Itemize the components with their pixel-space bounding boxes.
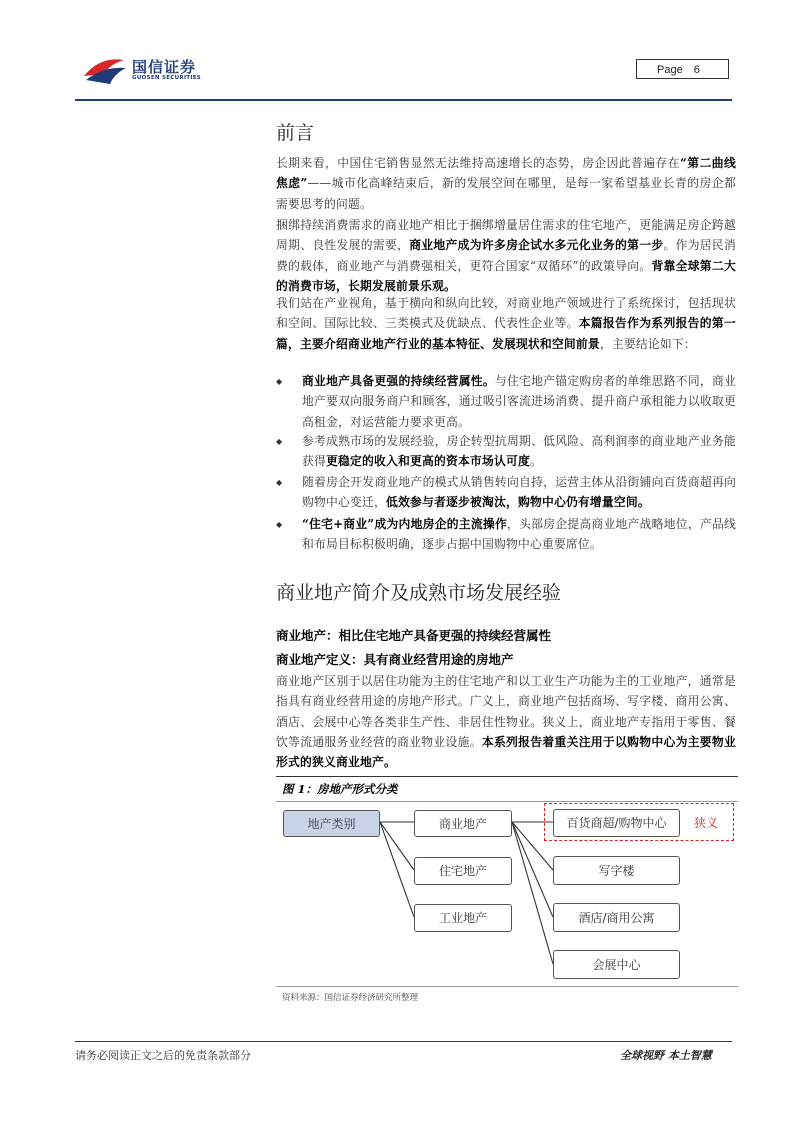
p1-text-c: ——城市化高峰结束后，新的发展空间在哪里，是每一家希望基业长青的房企都需要思考的问题。: [276, 176, 736, 211]
p1-text-a: 长期来看，中国住宅销售显然无法维持高速增长的态势，房企因此普遍存在: [276, 156, 681, 170]
b1-text: 与住宅地产锚定购房者的单维思路不同，商业地产要双向服务商户和顾客，通过吸引客流进场消费、提升商户承租能力以收取更高租金，对运营能力要求更高。: [302, 374, 736, 429]
bullet-icon: ◆: [276, 377, 283, 386]
figure-top-rule: [276, 776, 738, 777]
node-residential: 住宅地产: [414, 857, 512, 885]
b3-bold: 低效参与者逐步被淘汰，购物中心仍有增量空间。: [385, 495, 650, 510]
section-paragraph: [276, 671, 736, 772]
b2-text-c: 。: [529, 454, 542, 469]
p2-text-a: 捆绑持续消费需求的商业地产相比于捆绑增量居住需求的住宅地产，更能满足房企跨越周期、良性发展的需要，: [276, 218, 736, 253]
footer-divider: [75, 1041, 732, 1042]
p3-text-a: 我们站在产业视角，基于横向和纵向比较，对商业地产领域进行了系统探讨，包括现状和空间、国际比较、三类模式及优缺点、代表性企业等。: [276, 296, 736, 331]
bullet-2: [302, 431, 736, 472]
footer-disclaimer: 请务必阅读正文之后的免责条款部分: [75, 1049, 251, 1062]
p2-text-c: 。作为居民消费的载体，商业地产与消费强相关，更符合国家“双循环”的政策导向。: [276, 238, 737, 273]
subsubsection-title: 商业地产定义：具有商业经营用途的房地产: [276, 652, 514, 667]
b3-text-a: 随着房企开发商业地产的模式从销售转向自持，运营主体从沿街铺向百货商超再向购物中心变迁，: [302, 475, 736, 510]
figure-bottom-rule: [276, 986, 738, 987]
node-hotel: 酒店/商用公寓: [553, 903, 680, 932]
node-mall: 百货商超/购物中心: [553, 809, 680, 837]
node-office: 写字楼: [553, 856, 680, 885]
p2-text-bold: 商业地产成为许多房企试水多元化业务的第一步: [409, 238, 664, 253]
bullet-icon: ◆: [276, 520, 283, 529]
page-label: Page: [657, 64, 683, 76]
node-industrial: 工业地产: [414, 904, 512, 932]
section-text: 商业地产区别于以居住功能为主的住宅地产和以工业生产功能为主的工业地产，通常是指具有商业经营用途的房地产形式。广义上，商业地产包括商场、写字楼、商用公寓、酒店、会展中心等各类非生产性、非居住性物业。狭义上，商业地产专指用于零售、餐饮等流通服务业经营的商业物业设施。: [276, 674, 736, 749]
page-number: 6: [693, 64, 700, 76]
preface-paragraph-3: [276, 293, 736, 354]
node-root: 地产类别: [283, 810, 380, 837]
p3-text-c: ，主要结论如下：: [599, 336, 696, 351]
bullet-icon: ◆: [276, 478, 283, 487]
b2-bold: 更稳定的收入和更高的资本市场认可度: [326, 454, 530, 469]
node-commercial: 商业地产: [414, 810, 512, 837]
page-number-box: [636, 59, 729, 79]
section-title: 商业地产简介及成熟市场发展经验: [276, 582, 562, 604]
header-divider: [75, 99, 732, 101]
p1-text-bold: “第二曲线焦虑”: [276, 156, 736, 191]
p3-text-bold: 本篇报告作为系列报告的第一篇，主要介绍商业地产行业的基本特征、发展现状和空间前景: [276, 316, 736, 351]
figure-source: 资料来源：国信证券经济研究所整理: [282, 993, 419, 1003]
b2-text-a: 参考成熟市场的发展经验，房企转型抗周期、低风险、高利润率的商业地产业务能获得: [302, 434, 736, 469]
preface-title: 前言: [276, 122, 315, 144]
b1-bold: 商业地产具备更强的持续经营属性。: [302, 374, 495, 388]
bullet-1: [302, 371, 736, 432]
p2-text-bold-2: 背靠全球第二大的消费市场，长期发展前景乐观。: [276, 258, 736, 293]
bullet-icon: ◆: [276, 437, 283, 446]
b4-bold: “住宅+商业”成为内地房企的主流操作: [302, 517, 508, 531]
preface-paragraph-2: [276, 215, 736, 296]
subsection-title: 商业地产：相比住宅地产具备更强的持续经营属性: [276, 628, 552, 643]
bullet-4: [302, 514, 736, 555]
narrow-sense-label: 狭义: [694, 816, 719, 830]
bullet-3: [302, 472, 736, 513]
preface-paragraph-1: [276, 153, 736, 214]
figure-title: 图 1：房地产形式分类: [282, 782, 398, 796]
section-text-bold: 本系列报告着重关注用于以购物中心为主要物业形式的狭义商业地产。: [276, 734, 737, 770]
node-exhibition: 会展中心: [553, 950, 680, 979]
b4-text: ，头部房企提高商业地产战略地位，产品线和布局目标积极明确，逐步占据中国购物中心重要席位。: [302, 517, 736, 552]
logo-company-name: 国信证券: [132, 58, 197, 76]
logo-company-name-en: GUOSEN SECURITIES: [132, 75, 202, 81]
footer-slogan: 全球视野 本土智慧: [620, 1049, 712, 1062]
